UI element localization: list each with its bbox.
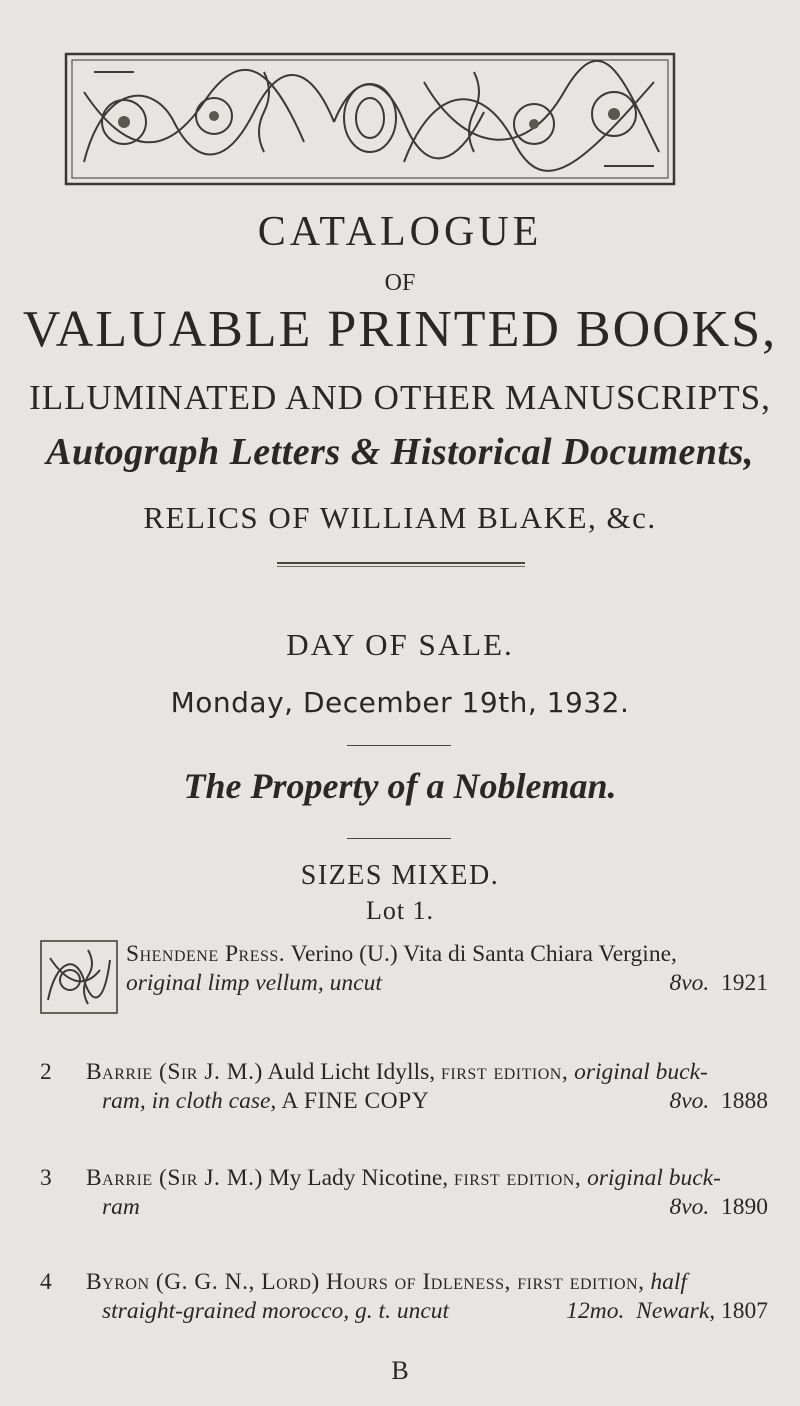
entry-year: 1807 (721, 1298, 768, 1324)
entry-binding-cont: ram, in cloth case, (102, 1088, 277, 1114)
entry-author: Byron (G. G. N., Lord) (86, 1269, 320, 1295)
subtitle-printed-books: VALUABLE PRINTED BOOKS, (22, 301, 778, 358)
entry-title: Hours of Idleness, (319, 1269, 518, 1295)
entry-author: Barrie (Sir J. M.) (86, 1059, 263, 1085)
entry-place: Newark, (636, 1298, 716, 1324)
day-of-sale-heading: DAY OF SALE. (286, 627, 514, 662)
sizes-heading: SIZES MIXED. (300, 860, 500, 891)
property-line: The Property of a Nobleman. (183, 766, 617, 806)
entry-title: My Lady Nicotine, (262, 1165, 455, 1191)
entry-year: 1890 (721, 1194, 768, 1220)
divider-rule-short (347, 838, 451, 839)
lot-heading: Lot 1. (365, 896, 435, 925)
divider-rule-secondary (277, 566, 525, 567)
subtitle-autograph-letters: Autograph Letters & Historical Documents, (46, 431, 754, 473)
divider-rule-short (347, 745, 451, 746)
entry-number: 4 (40, 1269, 52, 1295)
entry-year: 1888 (721, 1088, 768, 1114)
title-of: OF (384, 270, 416, 296)
entry-note: A FINE COPY (276, 1088, 430, 1114)
subtitle-relics: RELICS OF WILLIAM BLAKE, &c. (143, 500, 657, 535)
entry-year: 1921 (721, 970, 768, 996)
ornamental-header-band (64, 52, 676, 186)
entry-format: 8vo. (669, 1194, 710, 1220)
entry-edition: first edition, (517, 1269, 645, 1295)
entry-title: Verino (U.) Vita di Santa Chiara Vergine, (285, 941, 677, 967)
entry-number: 2 (40, 1059, 52, 1085)
entry-binding: original limp vellum, uncut (126, 970, 382, 996)
entry-binding: original buck- (581, 1165, 721, 1191)
entry-edition: first edition, (454, 1165, 582, 1191)
sale-date: Monday, December 19th, 1932. (170, 686, 630, 719)
entry-binding-cont: straight-grained morocco, g. t. uncut (102, 1298, 450, 1324)
divider-rule (277, 562, 525, 564)
entry-format: 8vo. (669, 970, 710, 996)
entry-author: Barrie (Sir J. M.) (86, 1165, 263, 1191)
entry-format: 12mo. (566, 1298, 625, 1324)
entry-binding-cont: ram (102, 1194, 140, 1220)
catalogue-title: CATALOGUE (257, 209, 543, 255)
entry-binding: half (644, 1269, 687, 1295)
entry-edition: first edition, (441, 1059, 569, 1085)
list-item (126, 940, 768, 998)
decorative-initial-icon (40, 940, 118, 1014)
entry-author: Shendene Press. (126, 941, 286, 967)
entry-title: Auld Licht Idylls, (262, 1059, 442, 1085)
subtitle-manuscripts: ILLUMINATED AND OTHER MANUSCRIPTS, (29, 378, 771, 417)
entry-binding: original buck- (568, 1059, 708, 1085)
entry-number: 3 (40, 1165, 52, 1191)
entry-format: 8vo. (669, 1088, 710, 1114)
signature-mark: B (391, 1356, 409, 1385)
